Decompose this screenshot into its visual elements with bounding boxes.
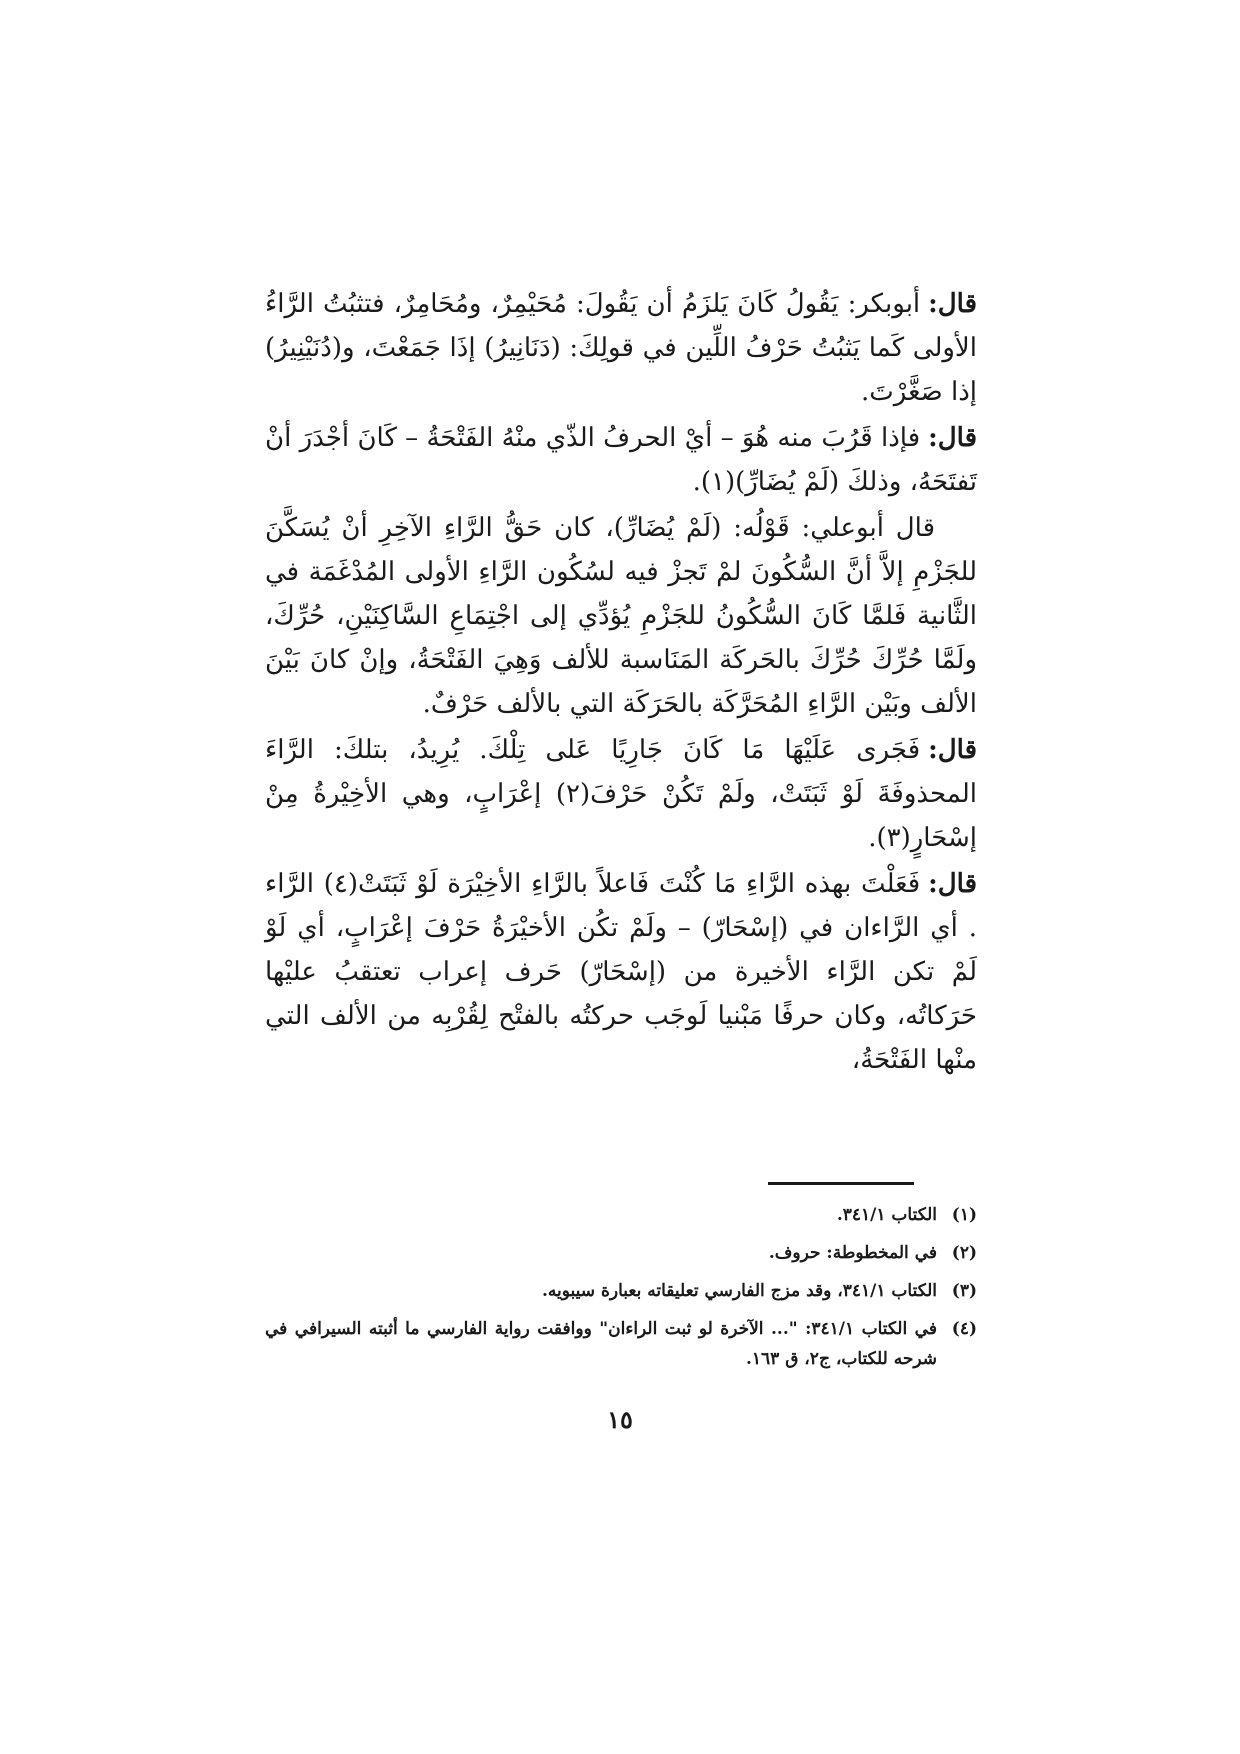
footnote-number: (١) [951, 1205, 977, 1225]
footnote-number: (٢) [951, 1243, 977, 1263]
footnote-3 [265, 1276, 977, 1306]
footnote-text: الكتاب ٣٤١/١. [836, 1205, 937, 1225]
paragraph-text: قال أبوعلي: قَوْلُه: (لَمْ يُضَارِّ)، كان حَقُّ الرَّاءِ الآخِرِ أنْ يُسَكَّنَ للجَزْمِ إلاَّ أنَّ السُّكُونَ لمْ تَجزْ فيه لسُكُون الرَّاءِ الأولى المُدْغَمَة في الثَّانية فَلمَّا كَانَ السُّكُونُ للجَزْمِ يُؤدِّي إلى اجْتِمَاعِ السَّاكِنَيْنِ، حُرِّكَ، ولَمَّا حُرِّكَ حُرِّكَ بالحَركَة المَنَاسبة للألف وَهِيَ الفَتْحَةُ، وإنْ كانَ بَيْنَ الألف وبَيْن الرَّاءِ المُحَرَّكَة بالحَرَكَة التي بالألف حَرْفٌ. [265, 513, 977, 719]
paragraph-2 [265, 416, 977, 504]
footnotes [265, 1200, 977, 1382]
paragraph-lead: قال: [928, 869, 977, 899]
paragraph-3 [265, 506, 977, 726]
paragraph-text: أبوبكر: يَقُولُ كَانَ يَلزَمُ أن يَقُولَ: مُحَيْمِرٌ، ومُحَامِرٌ، فتثبُتُ الرَّاءُ الأولى كَما يَثبُتُ حَرْفُ اللِّين في قولِكَ: (دَنَانِيرُ) إذَا جَمَعْتَ، و(دُنَيْنِيرُ) إذا صَغَّرْتَ. [265, 289, 977, 407]
paragraph-text: فإذا قَرُبَ منه هُوَ – أيْ الحرفُ الذّي منْهُ الفَتْحَةُ – كَانَ أجْدَرَ أنْ تَفتَحَهُ، وذلكَ (لَمْ يُضَارِّ)(١). [265, 423, 977, 497]
paragraph-1 [265, 282, 977, 414]
footnote-separator [768, 1182, 914, 1185]
paragraph-5 [265, 862, 977, 1082]
footnote-text: في المخطوطة: حروف. [768, 1243, 937, 1263]
footnote-1 [265, 1200, 977, 1230]
footnote-text: الكتاب ٣٤١/١، وقد مزج الفارسي تعليقاته بعبارة سيبويه. [541, 1281, 937, 1301]
paragraph-text: فَعَلْتَ بهذه الرَّاءِ مَا كُنْتَ فَاعلاً بالرَّاءِ الأخِيْرَة لَوْ ثَبَتَتْ(٤) الرَّاء . أي الرَّاءان في (إسْحَارّ) – ولَمْ تكُن الأخيْرَةُ حَرْفَ إعْرَابٍ، أي لَوْ لَمْ تكن الرَّاء الأخيرة من (إسْحَارّ) حَرف إعراب تعتقبُ عليْها حَرَكاتُه، وكان حرفًا مَبْنيا لَوجَب حركتُه بالفتْح لِقُرْبِه من الألف التي منْها الفَتْحَةُ، [265, 869, 977, 1075]
page-number: ١٥ [607, 1405, 633, 1434]
footnote-2 [265, 1238, 977, 1268]
footnote-number: (٤) [951, 1319, 977, 1339]
paragraph-lead: قال: [928, 735, 977, 765]
footnote-4 [265, 1314, 977, 1374]
paragraph-text: فَجَرى عَلَيْهَا مَا كَانَ جَارِيًا عَلى تِلْكَ. يُرِيدُ، بتلكَ: الرَّاءَ المحذوفَةَ لَوْ ثَبَتَتْ، ولَمْ تَكُنْ حَرْفَ(٢) إعْرَابٍ، وهي الأخِيْرةُ مِنْ إسْحَارٍ(٣). [265, 735, 977, 853]
paragraph-4 [265, 728, 977, 860]
main-text [265, 282, 977, 1084]
paragraph-lead: قال: [928, 289, 977, 319]
footnote-text: في الكتاب ٣٤١/١: "... الآخرة لو ثبت الراءان" ووافقت رواية الفارسي ما أثبته السيرافي في شرحه للكتاب، ج٢، ق ١٦٣. [265, 1319, 937, 1369]
footnote-number: (٣) [951, 1281, 977, 1301]
paragraph-lead: قال: [928, 423, 977, 453]
